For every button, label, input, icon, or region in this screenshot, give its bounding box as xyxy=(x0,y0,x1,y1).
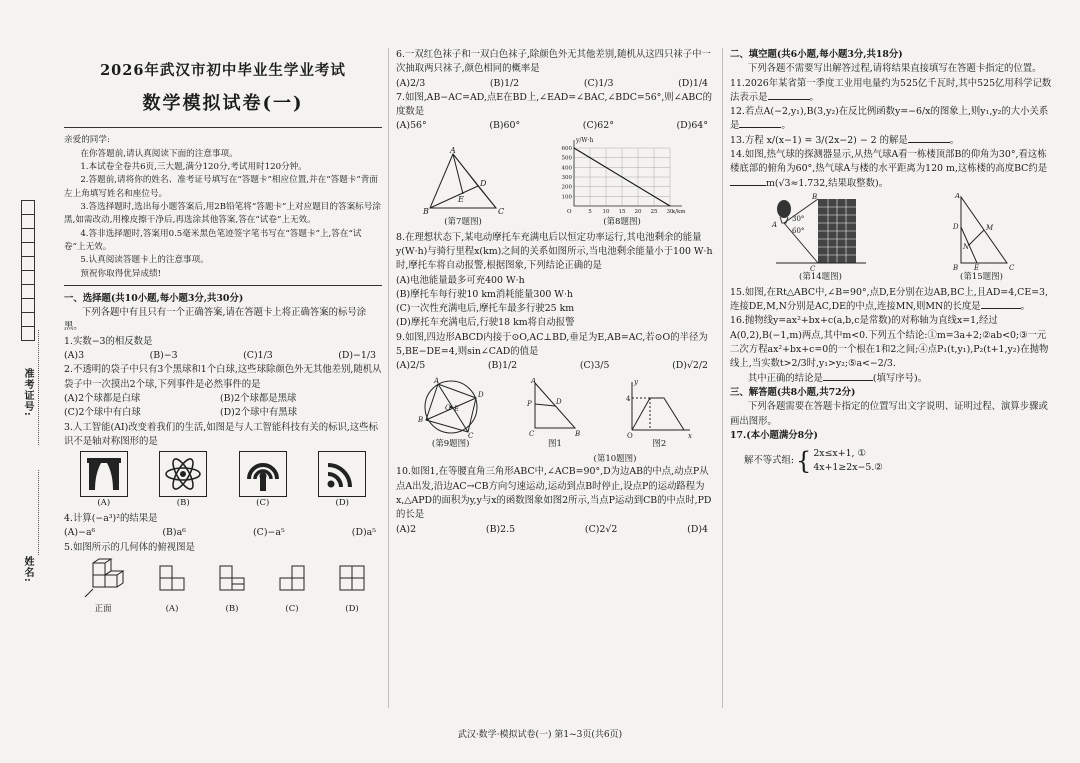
column-one xyxy=(64,48,382,618)
q15-caption: (第15题图) xyxy=(960,271,1003,282)
column-divider xyxy=(722,48,723,708)
option-a: (A)电池能量最多可充400 W·h xyxy=(396,274,525,286)
question-4: 4.计算(−a³)²的结果是 xyxy=(64,513,158,524)
question-4-options xyxy=(64,526,382,540)
y-tick-label: 600 xyxy=(561,145,572,152)
svg-text:A: A xyxy=(954,192,960,200)
svg-text:E: E xyxy=(453,404,459,413)
name-label: 姓名: xyxy=(22,556,33,583)
svg-text:E: E xyxy=(973,263,979,271)
figure-q14 xyxy=(766,193,876,271)
question-3-figures: (A) (B) (C) (D) xyxy=(64,451,382,510)
notice-greeting: 亲爱的同学: xyxy=(64,135,110,146)
y-tick-label: 500 xyxy=(561,155,572,162)
inequality-2: 4x+1≥2x−5.② xyxy=(813,462,883,474)
x-tick-label: 15 xyxy=(618,208,626,215)
x-tick-label: 10 xyxy=(602,208,610,215)
origin-label: O xyxy=(567,208,572,215)
option-c: (C)1/3 xyxy=(583,77,614,89)
section-one-heading: 一、选择题(共10小题,每小题3分,共30分) xyxy=(64,292,244,304)
option-a: (A)3 xyxy=(64,350,85,362)
figure-q9 xyxy=(416,376,486,438)
option-d: (D)4 xyxy=(687,523,708,535)
figure-q8-chart xyxy=(552,136,692,216)
y-tick-label: 100 xyxy=(561,194,572,201)
top-view-b xyxy=(217,563,247,603)
question-10: 10.如图1,在等腰直角三角形ABC中,∠ACB=90°,D为边AB的中点,动点P从点A出发,沿边AC→CB方向匀速运动,运动到点B时停止,设点P的运动路程为x,△APD的面积为y,y与x的函数图象如图2所示,当点P运动到CB的中点时,PD的长是 xyxy=(396,466,712,521)
option-a: (A)56° xyxy=(396,120,427,132)
solid-figure xyxy=(79,557,127,603)
question-14: 14.如图,热气球的探测器显示,从热气球A看一栋楼顶部B的仰角为30°,看这栋楼底部的俯角为60°,热气球A与楼的水平距离为120 m,这栋楼的高度BC约是m(√3≈1.732,结果取整数)。 xyxy=(730,149,1048,189)
svg-text:B: B xyxy=(423,206,429,216)
notice-block xyxy=(64,134,382,280)
question-17-head: 17.(本小题满分8分) xyxy=(730,429,818,441)
column-divider xyxy=(388,48,389,708)
y-tick-label: 200 xyxy=(561,184,572,191)
question-1-options xyxy=(64,349,382,363)
wifi-icon xyxy=(318,451,366,497)
svg-text:D: D xyxy=(477,390,484,399)
page-footer: 武汉·数学·模拟试卷(一) 第1~3页(共6页) xyxy=(457,730,623,740)
question-17-lead: 解不等式组: xyxy=(744,455,795,467)
option-d: (D)1/4 xyxy=(678,77,708,89)
top-view-d xyxy=(337,563,367,603)
q7-caption: (第7题图) xyxy=(444,216,482,227)
option-a: (A)2个球都是白球 xyxy=(64,392,141,404)
svg-text:D: D xyxy=(952,222,959,231)
svg-text:C: C xyxy=(1008,263,1014,271)
question-16: 16.抛物线y=ax²+bx+c(a,b,c是常数)的对称轴为直线x=1,经过A(0,2),B(−1,m)两点,其中m<0.下列五个结论:①m=3a+2;②ab<0;③一元二次方程ax²+bx+c=0的一个根在1和2之间;④点P₁(t,y₁),P₂(t+1,y₂)在抛物线上,当实数t>2/3时,y₁>y₂;⑤a<−2/3. xyxy=(730,315,1049,370)
seat-number-grid xyxy=(21,200,35,341)
notice-line: 2.答题前,请将你的姓名、准考证号填写在“答题卡”相应位置,并在“答题卡”背面左上角填写姓名和座位号。 xyxy=(64,175,378,199)
svg-text:C: C xyxy=(467,431,474,438)
svg-text:4: 4 xyxy=(626,394,631,403)
question-15: 15.如图,在Rt△ABC中,∠B=90°,点D,E分别在边AB,BC上,且AD=4,CE=3,连接DE,M,N分别是AC,DE的中点,连接MN,则MN的长度是 。 xyxy=(730,286,1049,313)
question-1: 1.实数−3的相反数是 xyxy=(64,335,153,347)
question-6: 6.一双红色袜子和一双白色袜子,除颜色外无其他差别,随机从这四只袜子中一次抽取两只袜子,颜色相同的概率是 xyxy=(396,49,711,75)
svg-text:x: x xyxy=(688,431,693,438)
question-10-options xyxy=(396,523,714,537)
svg-text:B: B xyxy=(574,429,581,438)
stage-curtain-icon xyxy=(80,451,128,497)
question-11: 11.2026年某省第一季度工业用电量约为525亿千瓦时,其中525亿用科学记数法表示是 。 xyxy=(730,77,1052,103)
section-one-intro: 下列各题中有且只有一个正确答案,请在答题卡上将正确答案的标号涂黑。 xyxy=(64,307,367,333)
x-tick-label: 20 xyxy=(634,208,642,215)
x-tick-label: 25 xyxy=(650,208,658,215)
question-13: 13.方程 x/(x−1) = 3/(2x−2) − 2 的解是 。 xyxy=(730,134,960,146)
option-a: (A)2/5 xyxy=(396,360,426,372)
option-b: (B)a⁶ xyxy=(162,527,186,539)
option-b: (B)1/2 xyxy=(489,77,520,89)
section-three-intro: 下列各题需要在答题卡指定的位置写出文字说明、证明过程、演算步骤或画出图形。 xyxy=(730,401,1048,427)
question-9-options xyxy=(396,359,714,373)
question-7: 7.如图,AB−AC=AD,点E在BD上,∠EAD=∠BAC,∠BDC=56°,则∠ABC的度数是 xyxy=(396,91,712,118)
notice-line: 5.认真阅读答题卡上的注意事项。 xyxy=(80,255,209,266)
option-d: (D)2个球中有黑球 xyxy=(220,407,298,419)
question-17-system: 解不等式组: { 2x≤x+1, ① 4x+1≥2x−5.② xyxy=(744,447,883,476)
option-b: (B)−3 xyxy=(149,350,178,362)
option-c: (C)2√2 xyxy=(584,523,618,535)
svg-text:D: D xyxy=(480,178,487,188)
question-3: 3.人工智能(AI)改变着我们的生活,如图是与人工智能科技有关的标识,这些标识不是轴对称图形的是 xyxy=(64,421,378,447)
option-c: (C)2个球中有白球 xyxy=(64,407,141,419)
top-view-a xyxy=(157,563,187,603)
option-d: (D)64° xyxy=(676,120,708,132)
svg-text:B: B xyxy=(417,415,423,424)
q10-fig2-label: 图2 xyxy=(652,438,667,449)
option-d: (D)√2/2 xyxy=(672,360,708,372)
option-d: (D)摩托车充满电后,行驶18 km将自动报警 xyxy=(396,317,575,329)
option-b: (B)60° xyxy=(489,120,521,132)
x-tick-label: 30 xyxy=(666,208,674,215)
x-axis-label: x/km xyxy=(672,208,686,215)
option-c: (C)一次性充满电后,摩托车最多行驶25 km xyxy=(396,303,575,315)
option-b: (B)1/2 xyxy=(487,360,518,372)
svg-text:B: B xyxy=(952,263,958,271)
svg-text:A: A xyxy=(433,376,439,385)
figure-q7 xyxy=(418,146,508,216)
svg-text:y: y xyxy=(634,377,639,386)
notice-line: 3.答选择题时,选出每小题答案后,用2B铅笔将“答题卡”上对应题目的答案标号涂黑,如需改动,用橡皮擦干净后,再选涂其他答案,答在“试卷”上无效。 xyxy=(64,201,381,226)
question-9: 9.如图,四边形ABCD内接于⊙O,AC⊥BD,垂足为E,AB=AC,若⊙O的半径为5,BE−DE=4,则sin∠CAD的值是 xyxy=(396,331,708,358)
q14-caption: (第14题图) xyxy=(799,271,842,282)
question-12: 12.若点A(−2,y₁),B(3,y₂)在反比例函数y=−6/x的图象上,则y₁,y₂的大小关系是 。 xyxy=(730,106,1049,132)
notice-line: 在你答题前,请认真阅读下面的注意事项。 xyxy=(80,148,238,159)
svg-text:N: N xyxy=(962,242,969,251)
option-d: (D)−1/3 xyxy=(338,350,376,362)
question-7-options xyxy=(396,119,714,133)
top-view-c xyxy=(277,563,307,603)
notice-line: 预祝你取得优异成绩! xyxy=(80,268,162,279)
question-8: 8.在理想状态下,某电动摩托车充满电后以恒定功率运行,其电池剩余的能量y(W·h)与骑行里程x(km)之间的关系如图所示,当电池剩余能量小于100 W·h时,摩托车将自动报警,根据图象,下列结论正确的是 xyxy=(396,231,713,272)
notice-line: 4.答非选择题时,答案用0.5毫米黑色笔迹签字笔书写在“答题卡”上,答在“试卷”上无效。 xyxy=(64,228,362,252)
option-c: (C)1/3 xyxy=(243,350,273,362)
option-a: (A)2/3 xyxy=(396,77,426,89)
option-a: (A)−a⁶ xyxy=(64,527,96,539)
exam-number-label: 准考证号: xyxy=(22,368,33,417)
svg-text:30°: 30° xyxy=(791,214,804,223)
signal-icon xyxy=(239,451,287,497)
figure-q10-2 xyxy=(624,378,694,438)
svg-text:E: E xyxy=(458,194,464,204)
q9-caption: (第9题图) xyxy=(431,438,470,449)
option-b: (B)2.5 xyxy=(485,523,516,535)
name-line xyxy=(38,470,39,555)
section-three-heading: 三、解答题(共8小题,共72分) xyxy=(730,386,856,398)
atom-icon xyxy=(159,451,207,497)
svg-text:D: D xyxy=(555,397,562,406)
svg-text:B: B xyxy=(811,192,817,201)
figure-q10-1 xyxy=(525,378,585,438)
svg-text:C: C xyxy=(528,429,535,438)
column-two xyxy=(396,48,714,537)
option-b: (B)摩托车每行驶10 km消耗能量300 W·h xyxy=(396,288,573,300)
option-b: (B)2个球都是黑球 xyxy=(220,392,297,404)
question-5-figures: 正面 (A) (B) (C) (D) xyxy=(64,557,382,616)
x-tick-label: 5 xyxy=(588,208,592,215)
inequality-1: 2x≤x+1, ① xyxy=(813,448,866,460)
figure-q15 xyxy=(947,193,1017,271)
y-tick-label: 400 xyxy=(561,165,572,172)
exam-title: 2026年武汉市初中毕业生学业考试 xyxy=(100,62,346,79)
svg-text:A: A xyxy=(530,377,537,385)
svg-text:A: A xyxy=(450,145,456,155)
section-two-intro: 下列各题不需要写出解答过程,请将结果直接填写在答题卡指定的位置。 xyxy=(747,63,1042,75)
q10-caption: (第10题图) xyxy=(593,453,637,464)
q10-fig1-label: 图1 xyxy=(548,438,562,449)
exam-number-line xyxy=(38,330,39,445)
notice-line: 1.本试卷全卷共6页,三大题,满分120分,考试用时120分钟。 xyxy=(80,162,307,173)
question-2: 2.不透明的袋子中只有3个黑球和1个白球,这些球除颜色外无其他差别,随机从袋子中一次摸出2个球,下列事件是必然事件的是 xyxy=(64,364,382,390)
question-6-options xyxy=(396,77,714,91)
svg-text:P: P xyxy=(526,399,532,408)
option-c: (C)−a⁵ xyxy=(253,527,285,539)
svg-text:M: M xyxy=(985,223,993,232)
option-d: (D)a⁵ xyxy=(351,527,376,539)
svg-text:60°: 60° xyxy=(791,226,804,235)
question-2-options xyxy=(64,392,382,406)
y-tick-label: 300 xyxy=(561,174,572,181)
q8-caption: (第8题图) xyxy=(603,216,641,227)
svg-text:C: C xyxy=(809,264,815,271)
option-c: (C)62° xyxy=(582,120,614,132)
svg-text:O: O xyxy=(444,403,451,412)
svg-text:O: O xyxy=(627,431,634,438)
column-three xyxy=(730,48,1052,476)
front-label: 正面 xyxy=(94,603,112,614)
question-5: 5.如图所示的几何体的俯视图是 xyxy=(64,541,195,553)
y-axis-label: y/W·h xyxy=(576,136,594,144)
svg-text:C: C xyxy=(498,206,505,216)
exam-subtitle: 数学模拟试卷(一) xyxy=(142,93,304,115)
option-a: (A)2 xyxy=(396,523,417,535)
section-two-heading: 二、填空题(共6小题,每小题3分,共18分) xyxy=(730,49,903,60)
option-c: (C)3/5 xyxy=(579,360,610,372)
question-16-tail: 其中正确的结论是 (填写序号)。 xyxy=(747,372,928,384)
svg-text:A: A xyxy=(771,220,777,229)
